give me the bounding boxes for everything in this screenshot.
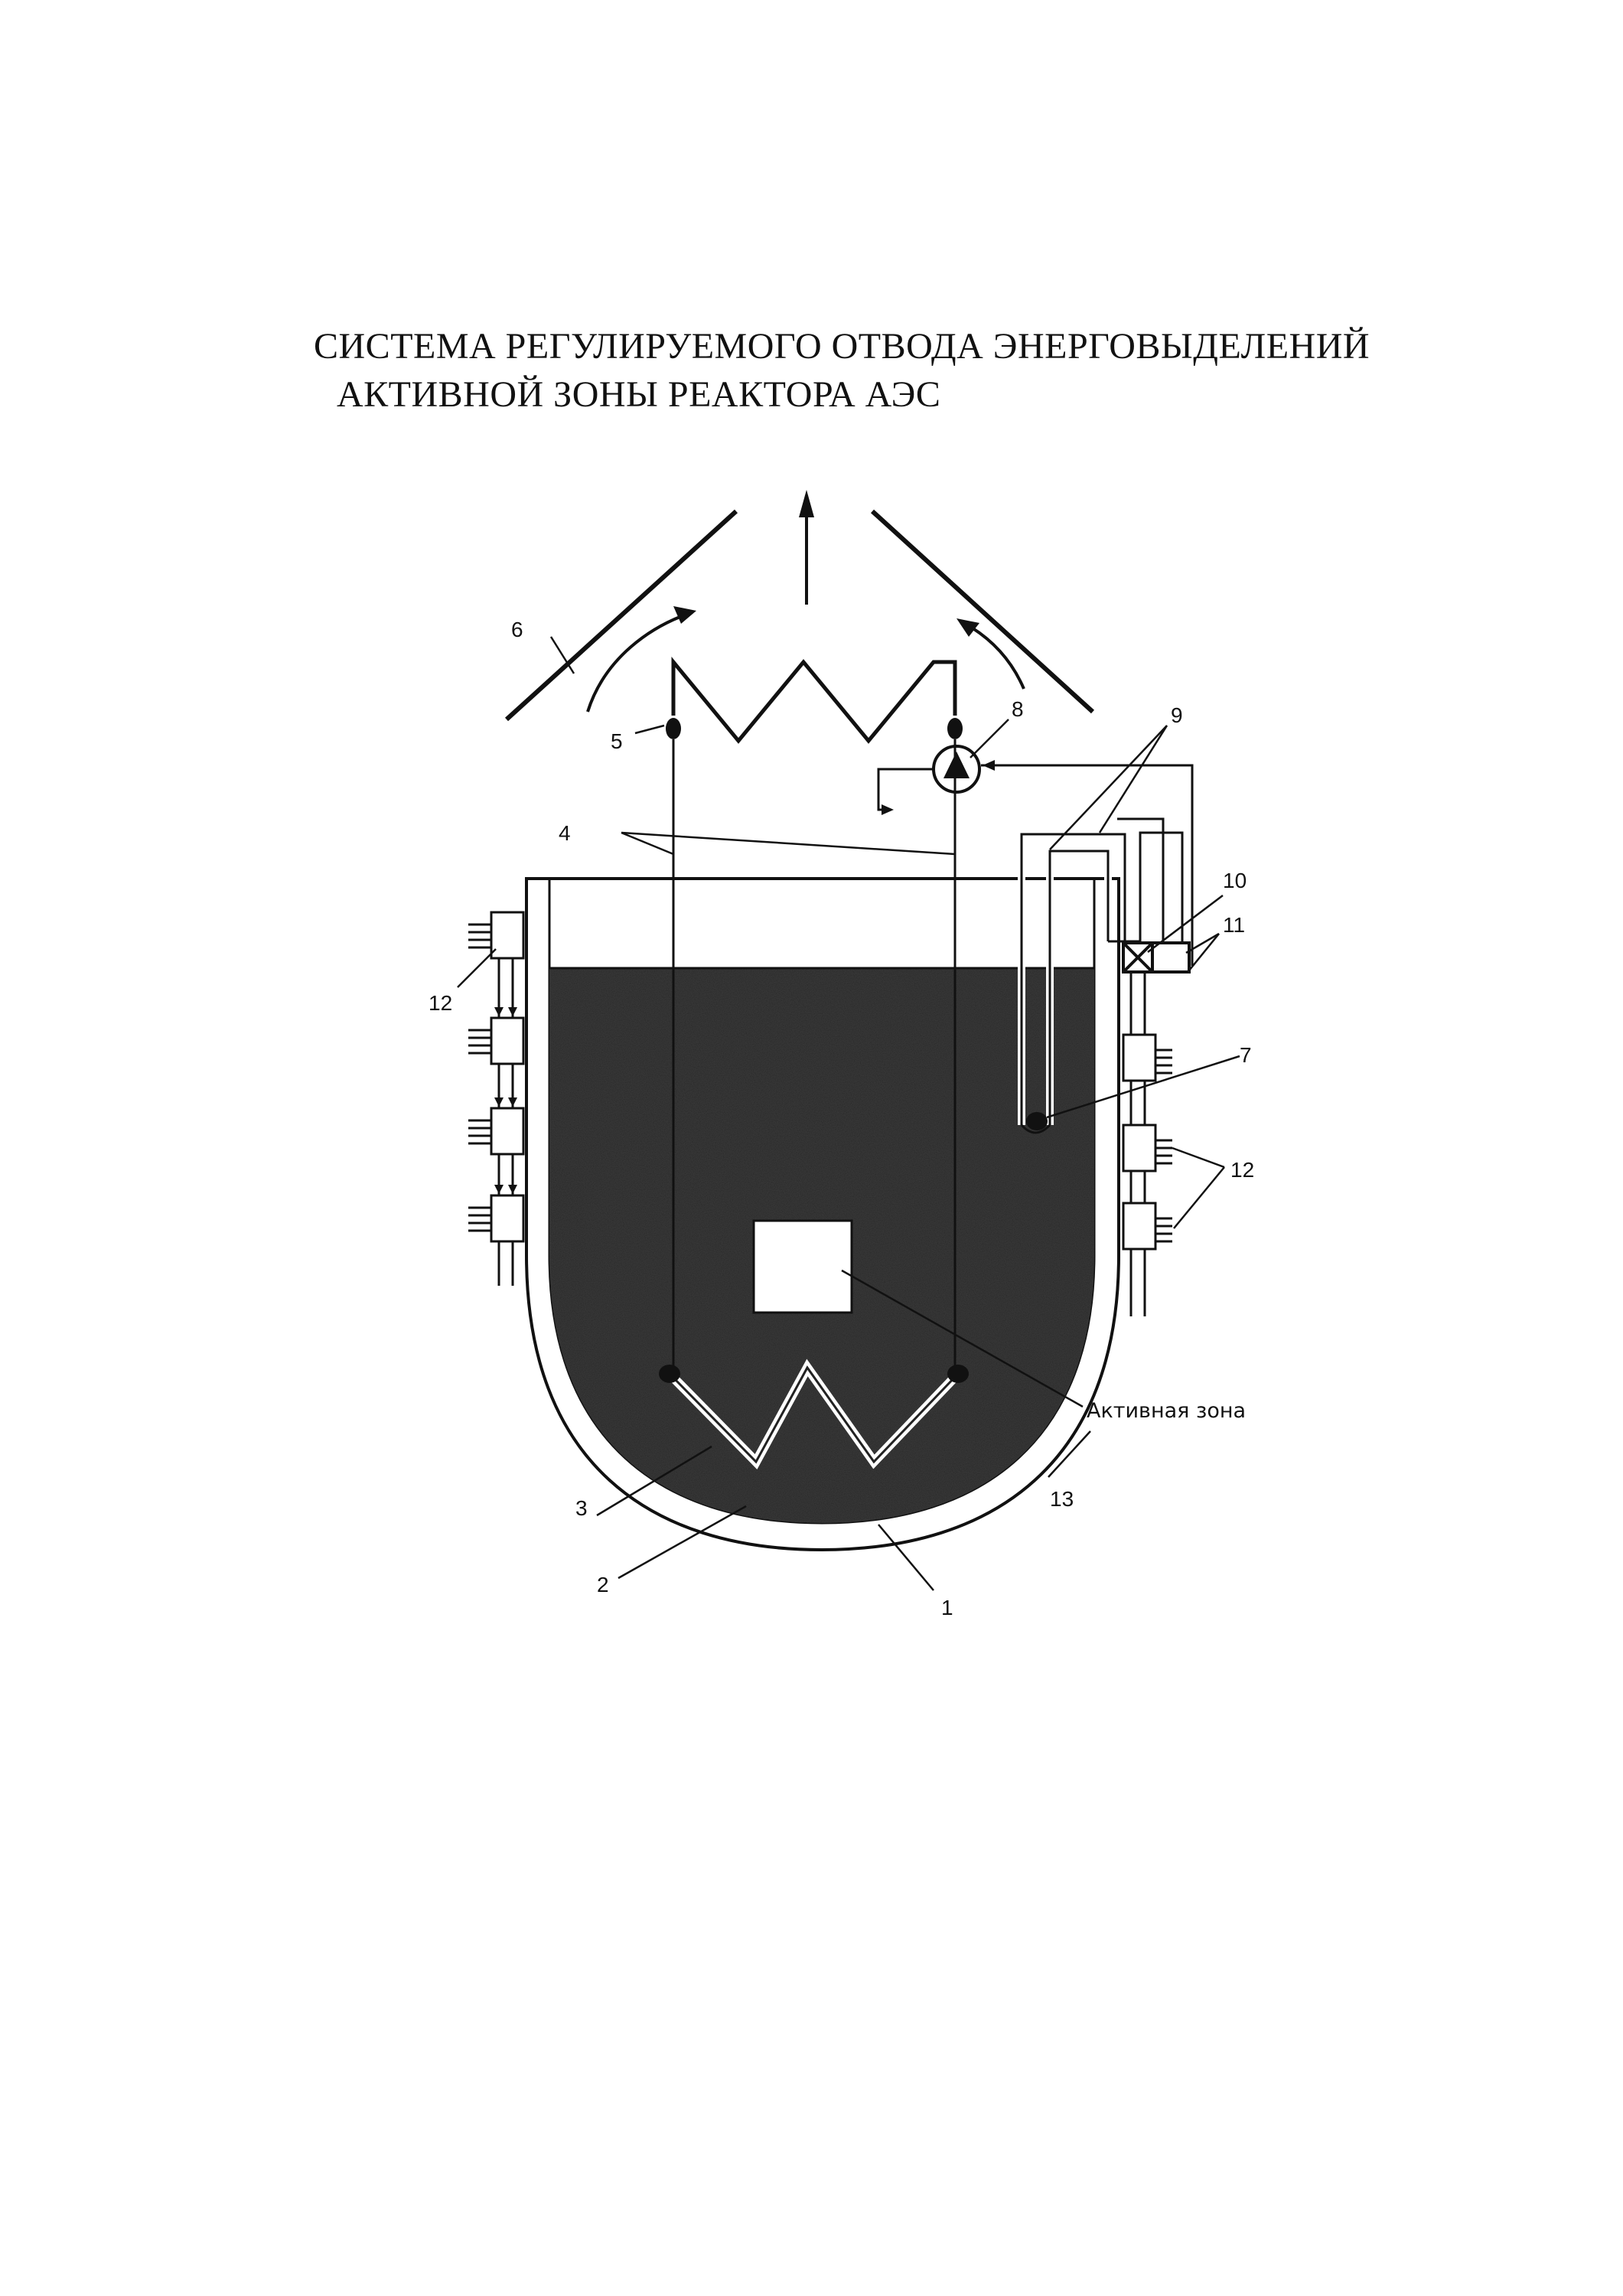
- lower-right-junction-node: [947, 1365, 969, 1383]
- label-12-left: 12: [429, 991, 453, 1015]
- label-4: 4: [559, 821, 571, 845]
- pump-control-line-left: [878, 769, 934, 810]
- label-5: 5: [611, 729, 623, 753]
- upper-heat-exchanger: [673, 662, 955, 741]
- lower-left-junction-node: [659, 1365, 680, 1383]
- label-3: 3: [575, 1496, 588, 1520]
- label-1: 1: [941, 1596, 953, 1619]
- label-8: 8: [1012, 697, 1024, 721]
- right-sensor-modules: [1123, 972, 1172, 1316]
- diagram-title-line-1: СИСТЕМА РЕГУЛИРУЕМОГО ОТВОДА ЭНЕРГОВЫДЕЛЕНИЙ: [314, 326, 1370, 367]
- label-6: 6: [511, 618, 523, 641]
- label-2: 2: [597, 1573, 609, 1596]
- circulation-pump: [934, 746, 979, 792]
- label-12-right: 12: [1230, 1158, 1255, 1182]
- active-core: [754, 1221, 852, 1313]
- label-10: 10: [1223, 869, 1247, 892]
- label-11: 11: [1223, 913, 1246, 937]
- controller-unit: [1123, 943, 1189, 972]
- exhaust-hood: [507, 490, 1093, 719]
- upper-right-junction-node: [947, 718, 963, 739]
- label-9: 9: [1171, 703, 1183, 727]
- upper-left-junction-node: [666, 718, 681, 739]
- airflow-arrow-right: [957, 618, 1024, 689]
- diagram-title-line-2: АКТИВНОЙ ЗОНЫ РЕАКТОРА АЭС: [337, 374, 941, 415]
- label-13: 13: [1050, 1487, 1074, 1511]
- airflow-arrow-left: [588, 606, 696, 712]
- label-7: 7: [1240, 1043, 1252, 1067]
- label-active-core: Активная зона: [1087, 1399, 1247, 1423]
